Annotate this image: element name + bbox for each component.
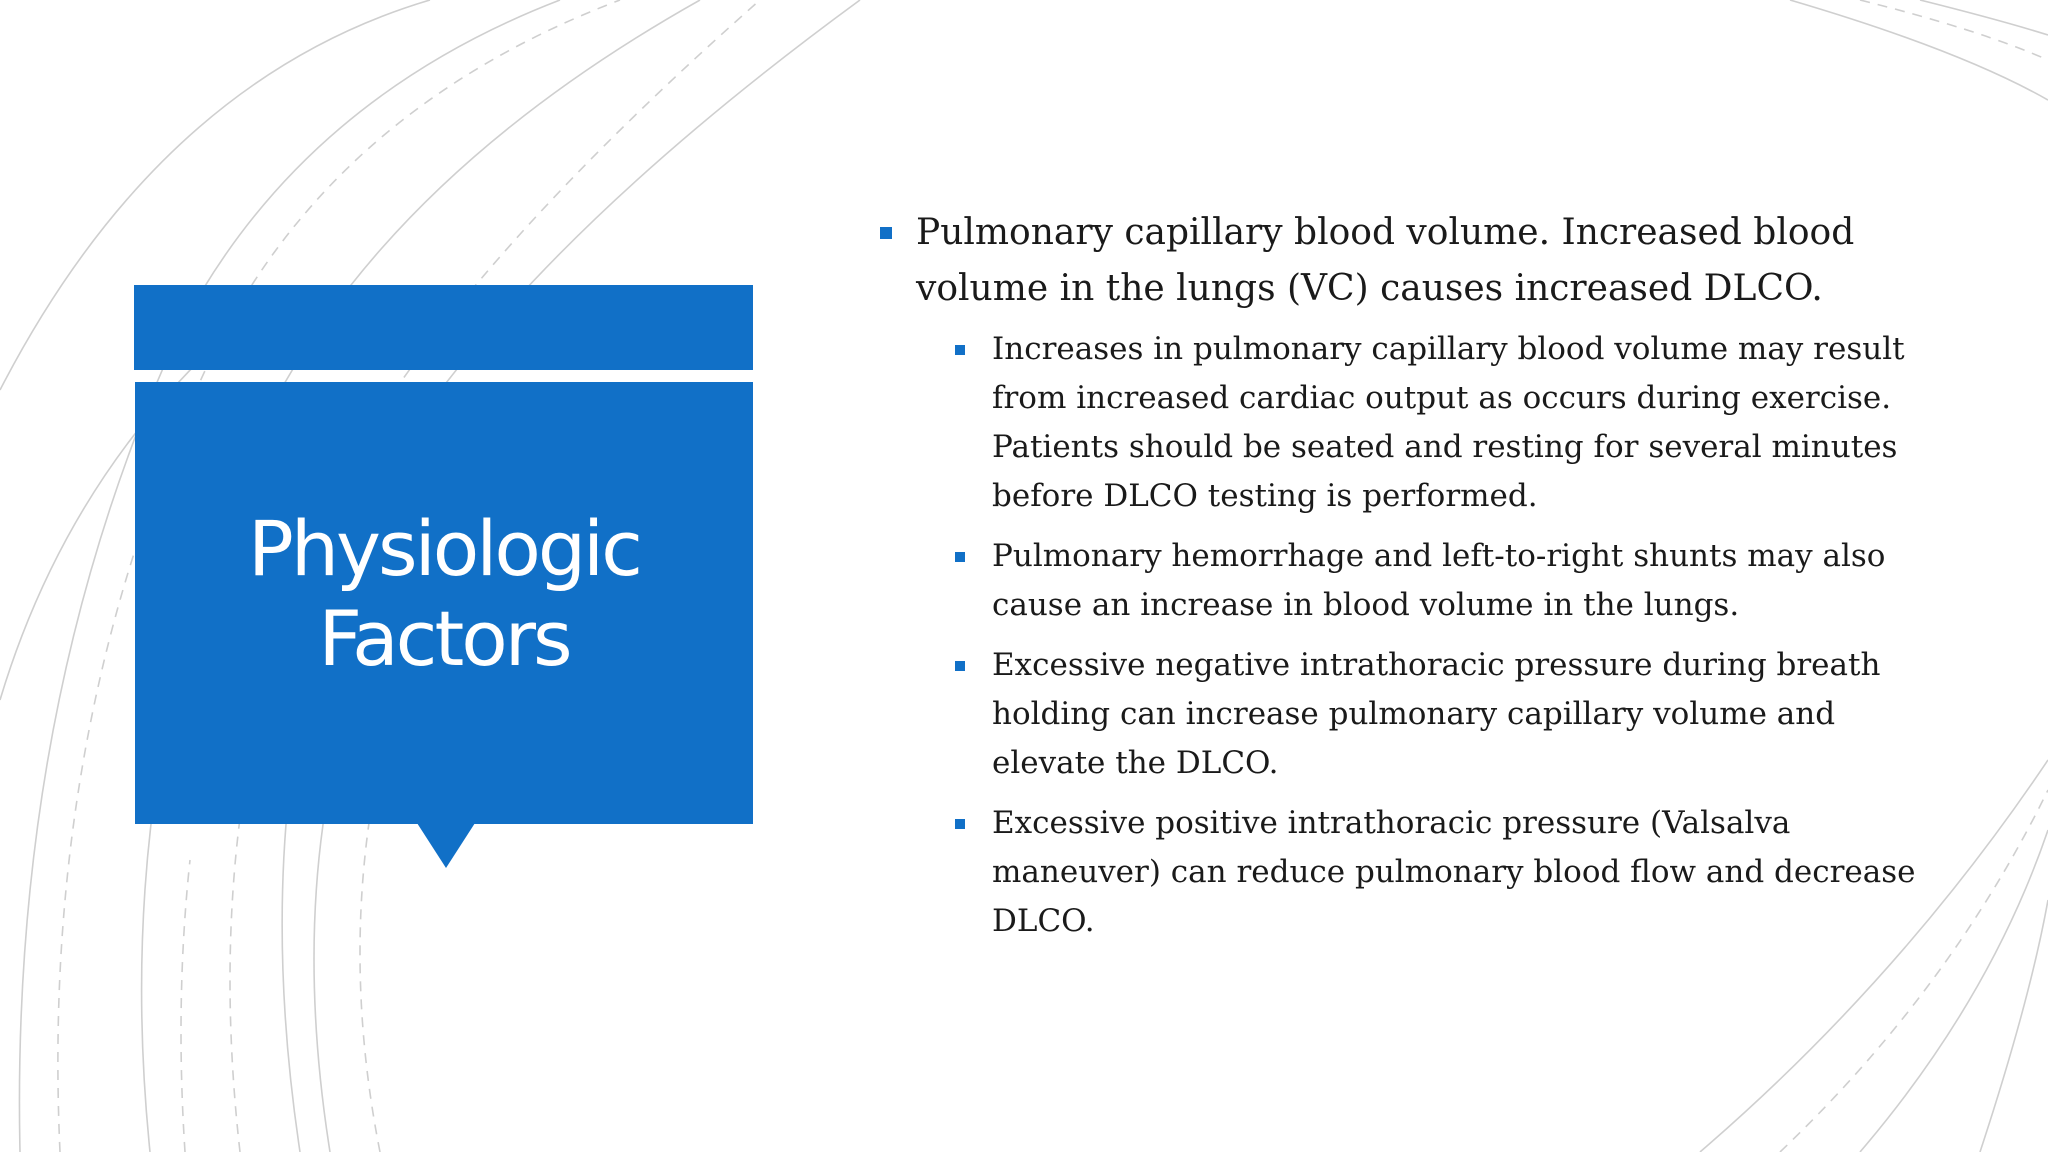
- sub-bullet-text: Excessive positive intrathoracic pressure (Valsalva maneuver) can reduce pulmonary blood flow and decrease DLCO.: [992, 805, 1916, 939]
- blue-square-bullet-icon: [955, 661, 965, 671]
- sub-bullet: [992, 799, 1916, 946]
- slide-title: [248, 504, 640, 684]
- blue-square-bullet-icon: [955, 345, 965, 355]
- blue-square-bullet-icon: [955, 552, 965, 562]
- sub-bullet: [992, 532, 1916, 630]
- content-bullet-list: [876, 205, 1916, 946]
- sub-bullet-text: Excessive negative intrathoracic pressure during breath holding can increase pulmonary capillary volume and elevate the DLCO.: [992, 647, 1881, 781]
- sub-bullet-text: Increases in pulmonary capillary blood volume may result from increased cardiac output as occurs during exercise. Patients should be seated and resting for several minutes before DLCO testing is performed.: [992, 331, 1905, 514]
- callout-pointer: [417, 823, 475, 868]
- title-callout-box: [135, 382, 753, 824]
- blue-square-bullet-icon: [880, 227, 892, 239]
- blue-square-bullet-icon: [955, 819, 965, 829]
- sub-bullet: [992, 641, 1916, 788]
- main-bullet: [876, 205, 1916, 317]
- slide-title-line-2: Factors: [318, 594, 570, 683]
- slide-title-line-1: Physiologic: [248, 504, 640, 593]
- sub-bullet-text: Pulmonary hemorrhage and left-to-right shunts may also cause an increase in blood volume in the lungs.: [992, 538, 1886, 623]
- title-accent-bar: [134, 285, 753, 370]
- sub-bullet: [992, 325, 1916, 521]
- main-bullet-text: Pulmonary capillary blood volume. Increased blood volume in the lungs (VC) causes increased DLCO.: [916, 212, 1855, 309]
